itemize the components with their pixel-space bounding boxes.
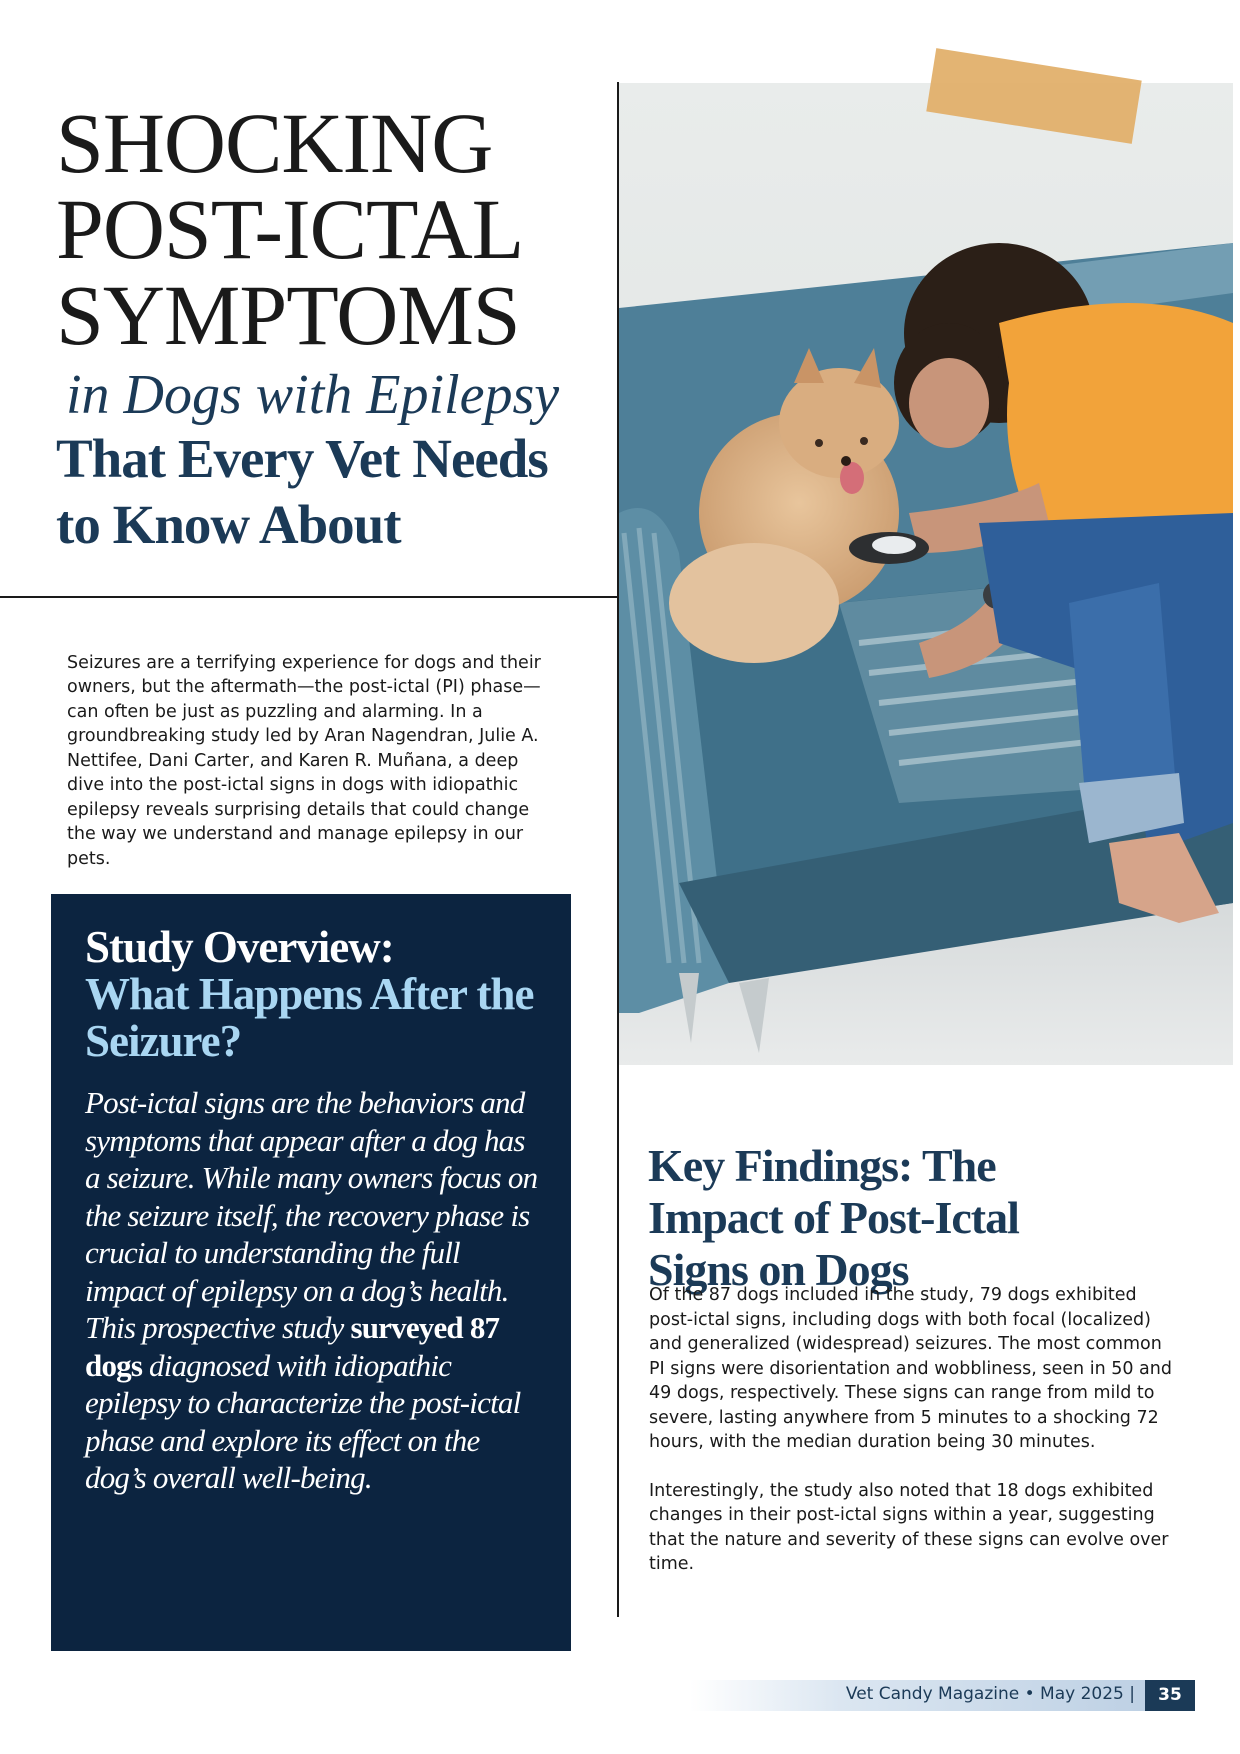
headline-italic: in Dogs with Epilepsy <box>66 364 560 426</box>
key-findings-title-3: Signs on Dogs <box>648 1244 909 1296</box>
key-findings-title <box>648 1140 1128 1296</box>
horizontal-divider <box>0 596 618 598</box>
key-findings-paragraph-1: Of the 87 dogs included in the study, 79 dogs exhibited post-ictal signs, including dogs with both focal (localized) and generalized (widespread) seizures. The most common PI signs were disorientation and wobbliness, seen in 50 and 49 dogs, respectively. These signs can range from mild to severe, lasting anywhere from 5 minutes to a shocking 72 hours, with the median duration being 30 minutes. <box>649 1285 1172 1452</box>
headline-line-3: SYMPTOMS <box>56 267 520 363</box>
headline-bold-1: That Every Vet Needs <box>56 428 548 489</box>
headline-main <box>56 95 616 363</box>
overview-body-start: Post-ictal signs are the behaviors and symptoms that appear after a dog has a seizure. While many owners focus on the seizure itself, the recovery phase is crucial to understanding the full impact of epilepsy on a dog’s health. This prospective study <box>85 1085 538 1345</box>
headline <box>56 95 616 558</box>
overview-title-2: What Happens After the Seizure? <box>85 969 534 1066</box>
headline-line-1: SHOCKING <box>56 95 493 191</box>
overview-body-end: diagnosed with idiopathic epilepsy to characterize the post-ictal phase and explore its effect on the dog’s overall well-being. <box>85 1347 521 1495</box>
headline-subtitle <box>56 426 616 558</box>
page-number: 35 <box>1145 1680 1195 1711</box>
dog-and-woman-photo <box>619 83 1233 1065</box>
overview-title <box>85 924 555 1065</box>
headline-bold-2: to Know About <box>56 494 401 555</box>
key-findings-body <box>649 1283 1179 1601</box>
key-findings-paragraph-2: Interestingly, the study also noted that 18 dogs exhibited changes in their post-ictal signs within a year, suggesting that the nature and severity of these signs can evolve over time. <box>649 1480 1169 1574</box>
study-overview-box <box>51 894 571 1651</box>
overview-title-1: Study Overview: <box>85 922 394 972</box>
key-findings-title-1: Key Findings: The <box>648 1140 996 1192</box>
key-findings-title-2: Impact of Post-Ictal <box>648 1192 1019 1244</box>
photo-illustration <box>619 83 1233 1065</box>
footer-publication: Vet Candy Magazine • May 2025 | <box>845 1684 1135 1704</box>
intro-paragraph: Seizures are a terrifying experience for dogs and their owners, but the aftermath—the post-ictal (PI) phase—can often be just as puzzling and alarming. In a groundbreaking study led by Aran Nagendran, Julie A. Nettifee, Dani Carter, and Karen R. Muñana, a deep dive into the post-ictal signs in dogs with idiopathic epilepsy reveals surprising details that could change the way we understand and manage epilepsy in our pets. <box>67 652 541 869</box>
headline-line-2: POST-ICTAL <box>56 181 524 277</box>
overview-body-bold: surveyed 87 dogs <box>85 1310 500 1383</box>
overview-body <box>85 1084 545 1497</box>
page-footer <box>690 1680 1195 1711</box>
